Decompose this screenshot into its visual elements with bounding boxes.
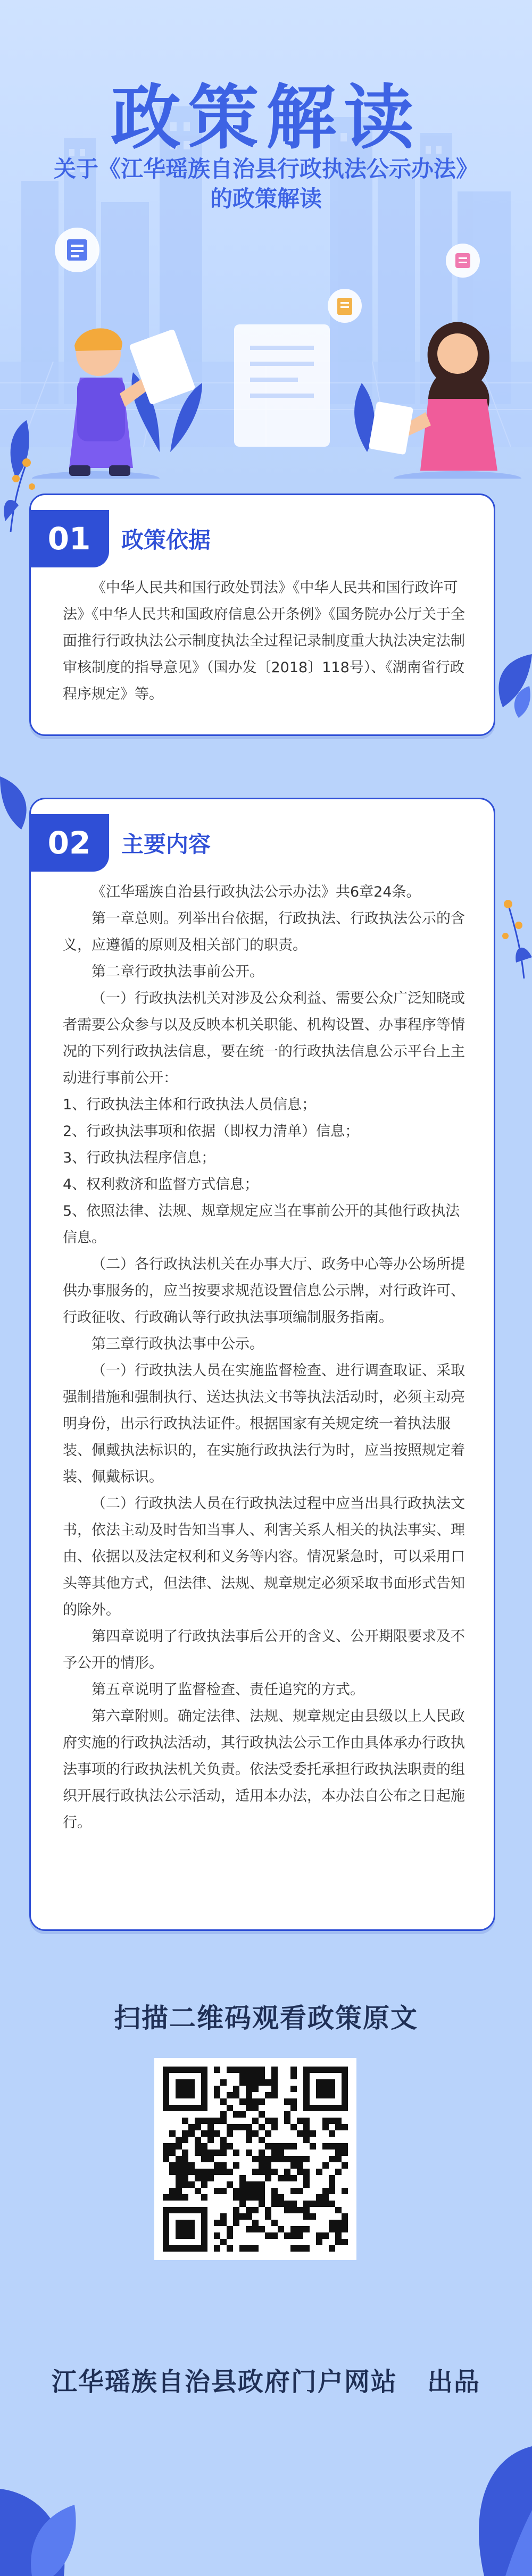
content-paragraph: 《江华瑶族自治县行政执法公示办法》共6章24条。	[92, 884, 421, 900]
right-flower-decoration	[492, 877, 532, 978]
qr-scan-label: 扫描二维码观看政策原文	[114, 2003, 418, 2034]
content-paragraph: （二）各行政执法机关在办事大厅、政务中心等办公场所提供办事服务的，应当按要求规范设置信息公示牌，对行政许可、行政征收、行政确认等行政执法事项编制服务指南。	[63, 1256, 465, 1326]
header-banner	[0, 0, 532, 479]
report-bubble-icon	[328, 289, 362, 323]
section-number-badge: 02	[29, 814, 109, 872]
page-title: 政策解读	[111, 77, 421, 159]
bottom-right-leaf-decoration	[426, 2414, 532, 2576]
content-list-item: 5、依照法律、法规、规章规定应当在事前公开的其他行政执法信息。	[63, 1203, 460, 1246]
subtitle-line-1: 关于《江华瑶族自治县行政执法公示办法》	[53, 156, 478, 182]
content-list-item: 1、行政执法主体和行政执法人员信息；	[63, 1097, 317, 1113]
document-bubble-icon	[55, 228, 99, 272]
reading-people-illustration	[0, 202, 532, 479]
section-title: 主要内容	[121, 831, 211, 857]
content-paragraph: （一）行政执法人员在实施监督检查、进行调查取证、采取强制措施和强制执行、送达执法文书等执法活动时，必须主动亮明身份，出示行政执法证件。根据国家有关规定统一着执法服装、佩戴执法标识的，在实施行政执法行为时，应当按照规定着装、佩戴标识。	[63, 1362, 465, 1485]
content-list-item: 3、行政执法程序信息；	[63, 1150, 216, 1166]
man-reading-figure	[32, 328, 196, 479]
content-paragraph: 第四章说明了行政执法事后公开的含义、公开期限要求及不予公开的情形。	[63, 1628, 465, 1671]
subtitle-line-2: 的政策解读	[210, 186, 322, 212]
content-paragraph: 第六章附则。确定法律、法规、规章规定由县级以上人民政府实施的行政执法活动，其行政执法公示工作由具体承办行政执法事项的行政执法机关负责。依法受委托承担行政执法职责的组织开展行政执法公示活动，适用本办法，本办法自公布之日起施行。	[63, 1708, 465, 1831]
publisher-footer: 江华瑶族自治县政府门户网站 出品	[51, 2367, 481, 2397]
main-content-text	[63, 879, 467, 1836]
content-list-item: 2、行政执法事项和依据（即权力清单）信息；	[63, 1123, 360, 1140]
content-paragraph: 第一章总则。列举出台依据，行政执法、行政执法公示的含义，应遵循的原则及相关部门的职责。	[63, 910, 465, 954]
policy-basis-card	[29, 494, 495, 736]
bottom-left-leaf-decoration	[0, 2425, 117, 2576]
policy-basis-text: 《中华人民共和国行政处罚法》《中华人民共和国行政许可法》《中华人民共和国政府信息公开条例》《国务院办公厅关于全面推行行政执法公示制度执法全过程记录制度重大执法决定法制审核制度的指导意见》（国办发〔2018〕118号）、《湖南省行政程序规定》等。	[63, 580, 465, 702]
chat-bubble-icon	[446, 244, 480, 278]
content-paragraph: （一）行政执法机关对涉及公众利益、需要公众广泛知晓或者需要公众参与以及反映本机关职能、机构设置、办事程序等情况的下列行政执法信息，要在统一的行政执法信息公示平台上主动进行事前公开：	[63, 990, 465, 1086]
content-paragraph: （二）行政执法人员在行政执法过程中应当出具行政执法文书，依法主动及时告知当事人、利害关系人相关的执法事实、理由、依据以及法定权利和义务等内容。情况紧急时，可以采用口头等其他方式，但法律、法规、规章规定必须采取书面形式告知的除外。	[63, 1495, 465, 1618]
content-paragraph: 第五章说明了监督检查、责任追究的方式。	[92, 1682, 364, 1698]
large-document-graphic	[234, 324, 330, 447]
section-title: 政策依据	[121, 527, 211, 553]
content-list-item: 4、权利救济和监督方式信息；	[63, 1176, 259, 1193]
content-paragraph: 第三章行政执法事中公示。	[92, 1336, 264, 1352]
qr-code[interactable]	[154, 2058, 356, 2260]
woman-reading-figure	[369, 322, 521, 479]
content-paragraph: 第二章行政执法事前公开。	[92, 964, 264, 980]
main-content-card	[29, 798, 495, 1931]
qr-code-image	[154, 2058, 356, 2260]
section-number-badge: 01	[29, 510, 109, 567]
